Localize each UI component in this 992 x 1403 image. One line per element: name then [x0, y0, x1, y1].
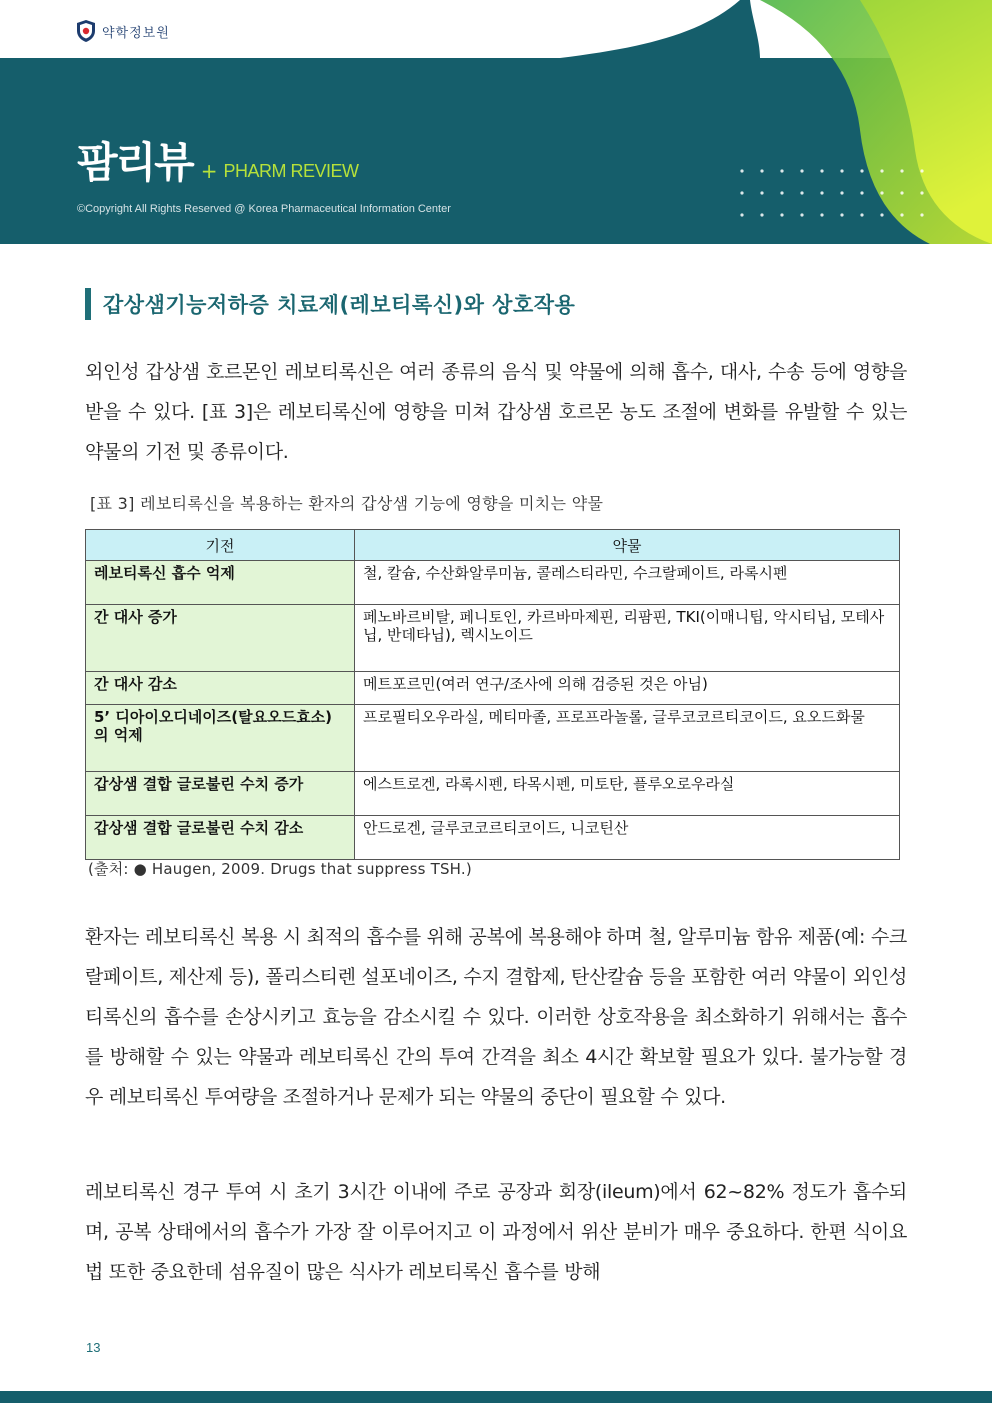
table-row [86, 816, 900, 860]
top-header [0, 0, 992, 58]
drugs-cell: 메트포르민(여러 연구/조사에 의해 검증된 것은 아님) [355, 672, 900, 705]
mechanism-cell: 간 대사 증가 [86, 605, 355, 672]
dot-grid-decoration [740, 167, 930, 219]
section-title: 갑상샘기능저하증 치료제(레보티록신)와 상호작용 [103, 293, 576, 317]
mechanism-cell: 간 대사 감소 [86, 672, 355, 705]
paragraph-intro: 외인성 갑상샘 호르몬인 레보티록신은 여러 종류의 음식 및 약물에 의해 흡수, 대사, 수송 등에 영향을 받을 수 있다. [표 3]은 레보티록신에 영향을 미쳐 갑상샘 호르몬 농도 조절에 변화를 유발할 수 있는 약물의 기전 및 종류이다. [85, 361, 907, 463]
table-row [86, 772, 900, 816]
shield-logo-icon [76, 19, 96, 43]
brand-block [77, 138, 359, 187]
org-logo[interactable] [76, 19, 170, 43]
drugs-cell: 철, 칼슘, 수산화알루미늄, 콜레스티라민, 수크랄페이트, 라록시펜 [355, 561, 900, 605]
page-number: 13 [86, 1340, 101, 1355]
paragraph-absorption: 환자는 레보티록신 복용 시 최적의 흡수를 위해 공복에 복용해야 하며 철, 알루미늄 함유 제품(예: 수크랄페이트, 제산제 등), 폴리스티렌 설포네이즈, 수지 결합제, 탄산칼슘 등을 포함한 여러 약물이 외인성 티록신의 흡수를 손상시키고 효능을 감소시킬 수 있다. 이러한 상호작용을 최소화하기 위해서는 흡수를 방해할 수 있는 약물과 레보티록신 간의 투여 간격을 최소 4시간 확보할 필요가 있다. 불가능할 경우 레보티록신 투여량을 조절하거나 문제가 되는 약물의 중단이 필요할 수 있다. [85, 926, 907, 1108]
brand-title: 팜리뷰 [77, 138, 193, 187]
section-heading [85, 288, 575, 320]
copyright-notice: ©Copyright All Rights Reserved @ Korea Pharmaceutical Information Center [77, 203, 451, 215]
mechanism-cell: 갑상샘 결합 글로불린 수치 증가 [86, 772, 355, 816]
paragraph-oral-dosing: 레보티록신 경구 투여 시 초기 3시간 이내에 주로 공장과 회장(ileum)에서 62~82% 정도가 흡수되며, 공복 상태에서의 흡수가 가장 잘 이루어지고 이 과정에서 위산 분비가 매우 중요하다. 한편 식이요법 또한 중요한데 섬유질이 많은 식사가 레보티록신 흡수를 방해 [85, 1181, 907, 1283]
brand-plus: + [200, 159, 218, 183]
mechanism-cell: 레보티록신 흡수 억제 [86, 561, 355, 605]
drugs-cell: 안드로겐, 글루코코르티코이드, 니코틴산 [355, 816, 900, 860]
table-row [86, 605, 900, 672]
heading-accent-bar [85, 288, 91, 320]
brand-subtitle: PHARM REVIEW [223, 161, 359, 181]
table-row [86, 672, 900, 705]
table-caption: [표 3] 레보티록신을 복용하는 환자의 갑상샘 기능에 영향을 미치는 약물 [90, 494, 604, 513]
drugs-cell: 페노바르비탈, 페니토인, 카르바마제핀, 리팜핀, TKI(이매니팁, 악시티닙, 모테사닙, 반데타닙), 렉시노이드 [355, 605, 900, 672]
org-name: 약학정보원 [102, 25, 170, 41]
table-row [86, 561, 900, 605]
header-drugs: 약물 [355, 530, 900, 561]
header-mechanism: 기전 [86, 530, 355, 561]
drugs-cell: 에스트로겐, 라록시펜, 타목시펜, 미토탄, 플루오로우라실 [355, 772, 900, 816]
drug-interaction-table [85, 529, 900, 860]
table-row [86, 705, 900, 772]
footer-bar [0, 1391, 992, 1403]
drugs-cell: 프로필티오우라실, 메티마졸, 프로프라놀롤, 글루코코르티코이드, 요오드화물 [355, 705, 900, 772]
table-source: (출처: ● Haugen, 2009. Drugs that suppress TSH.) [88, 860, 472, 878]
mechanism-cell: 5’ 디아이오디네이즈(탈요오드효소)의 억제 [86, 705, 355, 772]
mechanism-cell: 갑상샘 결합 글로불린 수치 감소 [86, 816, 355, 860]
table-header-row [86, 530, 900, 561]
